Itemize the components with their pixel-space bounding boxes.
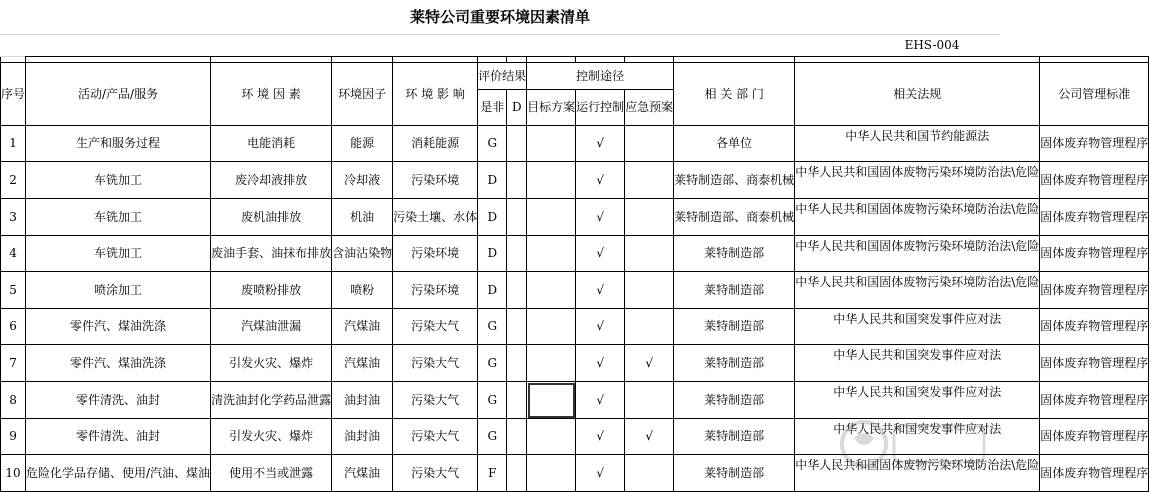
row-agent[interactable]: 汽煤油 (332, 455, 393, 492)
row-control-goal[interactable] (527, 455, 576, 492)
row-eval-yes[interactable]: D (478, 162, 507, 199)
row-eval-yes[interactable]: G (478, 126, 507, 162)
table-row (1, 419, 1149, 455)
row-agent[interactable]: 机油 (332, 199, 393, 236)
law-text: 中华人民共和国固体废物污染环境防治法\危险 (795, 165, 1040, 179)
row-seq[interactable]: 10 (1, 455, 26, 492)
row-dept[interactable]: 莱特制造部 (674, 309, 795, 345)
row-eval-d[interactable] (507, 272, 527, 309)
row-agent[interactable]: 喷粉 (332, 272, 393, 309)
row-law[interactable] (795, 162, 1040, 199)
row-dept[interactable]: 莱特制造部 (674, 382, 795, 419)
header-control-group[interactable]: 控制途径 (527, 63, 674, 90)
row-std[interactable]: 固体废弃物管理程序 (1040, 382, 1149, 419)
row-activity[interactable]: 喷涂加工 (26, 272, 211, 309)
row-seq[interactable]: 7 (1, 345, 26, 382)
law-text: 中华人民共和国节约能源法 (845, 128, 990, 143)
row-factor[interactable]: 汽煤油泄漏 (211, 309, 332, 345)
law-text: 中华人民共和国固体废物污染环境防治法\危险 (795, 202, 1040, 216)
row-control-run[interactable]: √ (576, 199, 625, 236)
row-impact[interactable]: 污染土壤、水体 (393, 199, 478, 236)
row-activity[interactable]: 零件汽、煤油洗涤 (26, 309, 211, 345)
row-seq[interactable]: 6 (1, 309, 26, 345)
row-impact[interactable]: 污染大气 (393, 345, 478, 382)
row-activity[interactable]: 零件汽、煤油洗涤 (26, 345, 211, 382)
row-eval-d[interactable] (507, 419, 527, 455)
row-eval-d[interactable] (507, 382, 527, 419)
law-text: 中华人民共和国突发事件应对法 (833, 421, 1002, 436)
row-dept[interactable]: 莱特制造部 (674, 345, 795, 382)
row-control-run[interactable]: √ (576, 236, 625, 272)
row-control-goal[interactable] (527, 126, 576, 162)
row-control-run[interactable]: √ (576, 382, 625, 419)
row-impact[interactable]: 污染环境 (393, 162, 478, 199)
table-row (1, 236, 1149, 272)
row-control-run[interactable]: √ (576, 419, 625, 455)
row-eval-yes[interactable]: F (478, 455, 507, 492)
table-row (1, 199, 1149, 236)
row-dept[interactable]: 莱特制造部 (674, 272, 795, 309)
row-control-goal[interactable] (527, 272, 576, 309)
row-dept[interactable]: 各单位 (674, 126, 795, 162)
row-eval-yes[interactable]: D (478, 272, 507, 309)
row-dept[interactable]: 莱特制造部、商泰机械 (674, 199, 795, 236)
row-agent[interactable]: 油封油 (332, 419, 393, 455)
row-control-goal[interactable] (527, 199, 576, 236)
row-control-emerg[interactable]: √ (625, 419, 674, 455)
row-law[interactable] (795, 126, 1040, 162)
row-seq[interactable]: 3 (1, 199, 26, 236)
row-law[interactable] (795, 236, 1040, 272)
row-control-run[interactable]: √ (576, 162, 625, 199)
row-agent[interactable]: 汽煤油 (332, 345, 393, 382)
row-eval-yes[interactable]: G (478, 419, 507, 455)
row-control-emerg[interactable] (625, 272, 674, 309)
row-seq[interactable]: 9 (1, 419, 26, 455)
row-eval-d[interactable] (507, 236, 527, 272)
row-impact[interactable]: 污染大气 (393, 382, 478, 419)
row-factor[interactable]: 引发火灾、爆炸 (211, 345, 332, 382)
row-activity[interactable]: 车铣加工 (26, 236, 211, 272)
header-std[interactable]: 公司管理标准 (1040, 63, 1149, 126)
table-row (1, 455, 1149, 492)
row-eval-d[interactable] (507, 309, 527, 345)
row-eval-yes[interactable]: D (478, 199, 507, 236)
row-std[interactable]: 固体废弃物管理程序 (1040, 455, 1149, 492)
header-eval-d[interactable]: D (507, 90, 527, 126)
row-control-goal[interactable] (527, 236, 576, 272)
header-eval-yes[interactable]: 是非 (478, 90, 507, 126)
header-control-run[interactable]: 运行控制 (576, 90, 625, 126)
row-seq[interactable]: 2 (1, 162, 26, 199)
row-eval-d[interactable] (507, 199, 527, 236)
table-row (1, 162, 1149, 199)
row-activity[interactable]: 车铣加工 (26, 162, 211, 199)
row-control-goal[interactable] (527, 419, 576, 455)
row-std[interactable]: 固体废弃物管理程序 (1040, 236, 1149, 272)
row-factor[interactable]: 废油手套、油抹布排放 (211, 236, 332, 272)
row-impact[interactable]: 消耗能源 (393, 126, 478, 162)
header-eval-group[interactable]: 评价结果 (478, 63, 527, 90)
row-activity[interactable]: 车铣加工 (26, 199, 211, 236)
law-text: 中华人民共和国突发事件应对法 (833, 385, 1002, 399)
table-row (1, 382, 1149, 419)
row-factor[interactable]: 使用不当或泄露 (211, 455, 332, 492)
row-dept[interactable]: 莱特制造部、商泰机械 (674, 162, 795, 199)
table-row (1, 272, 1149, 309)
row-eval-yes[interactable]: G (478, 309, 507, 345)
row-control-emerg[interactable] (625, 382, 674, 419)
top-divider (0, 34, 1000, 35)
row-law[interactable] (795, 382, 1040, 419)
law-text: 中华人民共和国突发事件应对法 (833, 348, 1002, 362)
row-impact[interactable]: 污染大气 (393, 309, 478, 345)
row-law[interactable] (795, 455, 1040, 492)
law-text: 中华人民共和国固体废物污染环境防治法\危险 (795, 275, 1040, 289)
row-dept[interactable]: 莱特制造部 (674, 236, 795, 272)
row-control-goal[interactable] (527, 345, 576, 382)
header-activity[interactable]: 活动/产品/服务 (26, 63, 211, 126)
document-code: EHS-004 (904, 38, 960, 52)
table-row (1, 309, 1149, 345)
law-text: 中华人民共和国固体废物污染环境防治法\危险 (795, 238, 1040, 253)
row-control-emerg[interactable] (625, 126, 674, 162)
row-eval-yes[interactable]: G (478, 345, 507, 382)
law-text: 中华人民共和国突发事件应对法 (833, 311, 1002, 326)
row-dept[interactable]: 莱特制造部 (674, 455, 795, 492)
row-activity[interactable]: 危险化学品存储、使用/汽油、煤油 (26, 455, 211, 492)
header-impact[interactable]: 环 境 影 响 (393, 63, 478, 126)
row-control-emerg[interactable] (625, 199, 674, 236)
row-eval-yes[interactable]: G (478, 382, 507, 419)
row-control-emerg[interactable] (625, 309, 674, 345)
row-std[interactable]: 固体废弃物管理程序 (1040, 345, 1149, 382)
row-agent[interactable]: 含油沾染物 (332, 236, 393, 272)
row-activity[interactable]: 零件清洗、油封 (26, 382, 211, 419)
row-control-goal[interactable] (527, 382, 576, 419)
row-control-goal[interactable] (527, 309, 576, 345)
row-impact[interactable]: 污染环境 (393, 236, 478, 272)
row-eval-d[interactable] (507, 126, 527, 162)
header-dept[interactable]: 相 关 部 门 (674, 63, 795, 126)
row-control-run[interactable]: √ (576, 272, 625, 309)
row-activity[interactable]: 零件清洗、油封 (26, 419, 211, 455)
row-seq[interactable]: 1 (1, 126, 26, 162)
row-control-goal[interactable] (527, 162, 576, 199)
row-control-run[interactable]: √ (576, 345, 625, 382)
row-std[interactable]: 固体废弃物管理程序 (1040, 126, 1149, 162)
row-control-emerg[interactable] (625, 455, 674, 492)
header-factor[interactable]: 环 境 因 素 (211, 63, 332, 126)
row-std[interactable]: 固体废弃物管理程序 (1040, 199, 1149, 236)
row-seq[interactable]: 5 (1, 272, 26, 309)
row-eval-d[interactable] (507, 162, 527, 199)
row-agent[interactable]: 冷却液 (332, 162, 393, 199)
row-factor[interactable]: 废机油排放 (211, 199, 332, 236)
row-law[interactable] (795, 272, 1040, 309)
row-std[interactable]: 固体废弃物管理程序 (1040, 272, 1149, 309)
row-seq[interactable]: 4 (1, 236, 26, 272)
row-factor[interactable]: 清洗油封化学药品泄露 (211, 382, 332, 419)
row-control-run[interactable]: √ (576, 126, 625, 162)
row-law[interactable] (795, 199, 1040, 236)
row-factor[interactable]: 电能消耗 (211, 126, 332, 162)
row-control-run[interactable]: √ (576, 309, 625, 345)
row-activity[interactable]: 生产和服务过程 (26, 126, 211, 162)
law-text: 中华人民共和国固体废物污染环境防治法\危险 (795, 458, 1040, 472)
row-eval-d[interactable] (507, 345, 527, 382)
row-agent[interactable]: 汽煤油 (332, 309, 393, 345)
row-factor[interactable]: 废喷粉排放 (211, 272, 332, 309)
row-dept[interactable]: 莱特制造部 (674, 419, 795, 455)
table-row (1, 345, 1149, 382)
row-law[interactable] (795, 419, 1040, 455)
row-impact[interactable]: 污染大气 (393, 419, 478, 455)
row-impact[interactable]: 污染环境 (393, 272, 478, 309)
header-agent[interactable]: 环境因子 (332, 63, 393, 126)
row-control-run[interactable]: √ (576, 455, 625, 492)
header-law[interactable]: 相关法规 (795, 63, 1040, 126)
header-control-goal[interactable]: 目标方案 (527, 90, 576, 126)
row-eval-yes[interactable]: D (478, 236, 507, 272)
table-row (1, 126, 1149, 162)
row-impact[interactable]: 污染大气 (393, 455, 478, 492)
row-std[interactable]: 固体废弃物管理程序 (1040, 162, 1149, 199)
row-control-emerg[interactable]: √ (625, 345, 674, 382)
row-law[interactable] (795, 309, 1040, 345)
row-agent[interactable]: 油封油 (332, 382, 393, 419)
row-control-emerg[interactable] (625, 162, 674, 199)
environment-factor-table (0, 56, 1149, 492)
row-law[interactable] (795, 345, 1040, 382)
row-factor[interactable]: 废冷却液排放 (211, 162, 332, 199)
header-seq[interactable]: 序号 (1, 63, 26, 126)
row-factor[interactable]: 引发火灾、爆炸 (211, 419, 332, 455)
row-std[interactable]: 固体废弃物管理程序 (1040, 419, 1149, 455)
row-agent[interactable]: 能源 (332, 126, 393, 162)
row-eval-d[interactable] (507, 455, 527, 492)
row-seq[interactable]: 8 (1, 382, 26, 419)
header-control-emerg[interactable]: 应急预案 (625, 90, 674, 126)
sheet-title: 莱特公司重要环境因素清单 (409, 8, 590, 26)
row-control-emerg[interactable] (625, 236, 674, 272)
row-std[interactable]: 固体废弃物管理程序 (1040, 309, 1149, 345)
